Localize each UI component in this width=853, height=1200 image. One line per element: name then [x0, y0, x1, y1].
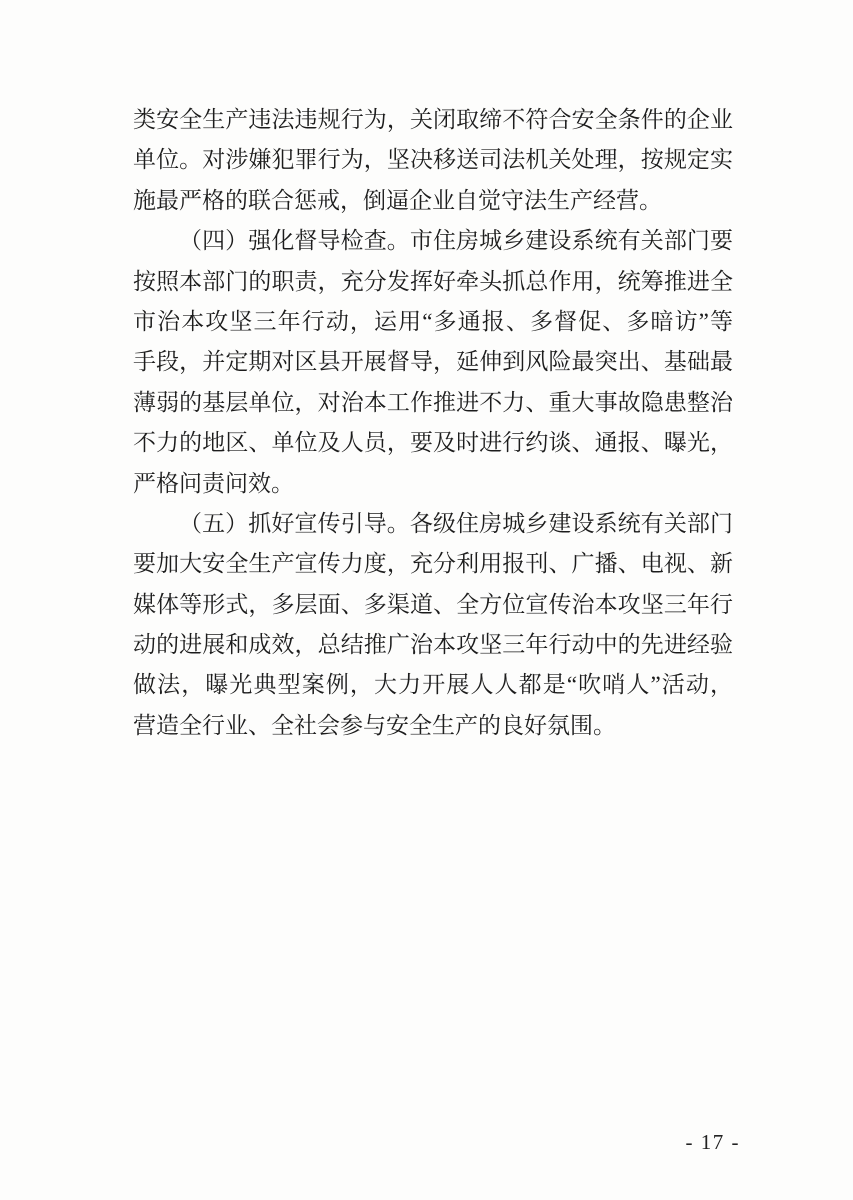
text-line: （五）抓好宣传引导。各级住房城乡建设系统有关部门 — [179, 510, 733, 536]
text-line: 手段，并定期对区县开展督导，延伸到风险最突出、基础最 — [133, 349, 733, 375]
paragraph — [133, 504, 733, 746]
body-text — [133, 100, 733, 746]
text-line: 动的进展和成效，总结推广治本攻坚三年行动中的先进经验 — [133, 632, 733, 658]
page-number: - 17 - — [685, 1130, 740, 1154]
text-line: 单位。对涉嫌犯罪行为，坚决移送司法机关处理，按规定实 — [133, 147, 733, 173]
text-line: 类安全生产违法违规行为，关闭取缔不符合安全条件的企业 — [133, 107, 733, 132]
paragraph — [133, 221, 733, 504]
text-line: 严格问责问效。 — [133, 470, 294, 496]
text-line: 薄弱的基层单位，对治本工作推进不力、重大事故隐患整治 — [133, 389, 733, 415]
text-line: 市治本攻坚三年行动，运用“多通报、多督促、多暗访”等 — [133, 308, 733, 334]
text-line: 施最严格的联合惩戒，倒逼企业自觉守法生产经营。 — [133, 187, 662, 213]
text-line: 不力的地区、单位及人员，要及时进行约谈、通报、曝光， — [133, 430, 733, 456]
text-line: 媒体等形式，多层面、多渠道、全方位宣传治本攻坚三年行 — [133, 591, 733, 617]
text-line: 营造全行业、全社会参与安全生产的良好氛围。 — [133, 712, 616, 738]
text-line: 按照本部门的职责，充分发挥好牵头抓总作用，统筹推进全 — [133, 268, 733, 294]
paragraph — [133, 100, 733, 221]
text-line: 做法，曝光典型案例，大力开展人人都是“吹哨人”活动， — [133, 672, 733, 698]
text-line: 要加大安全生产宣传力度，充分利用报刊、广播、电视、新 — [133, 551, 733, 577]
text-line: （四）强化督导检查。市住房城乡建设系统有关部门要 — [179, 228, 733, 254]
